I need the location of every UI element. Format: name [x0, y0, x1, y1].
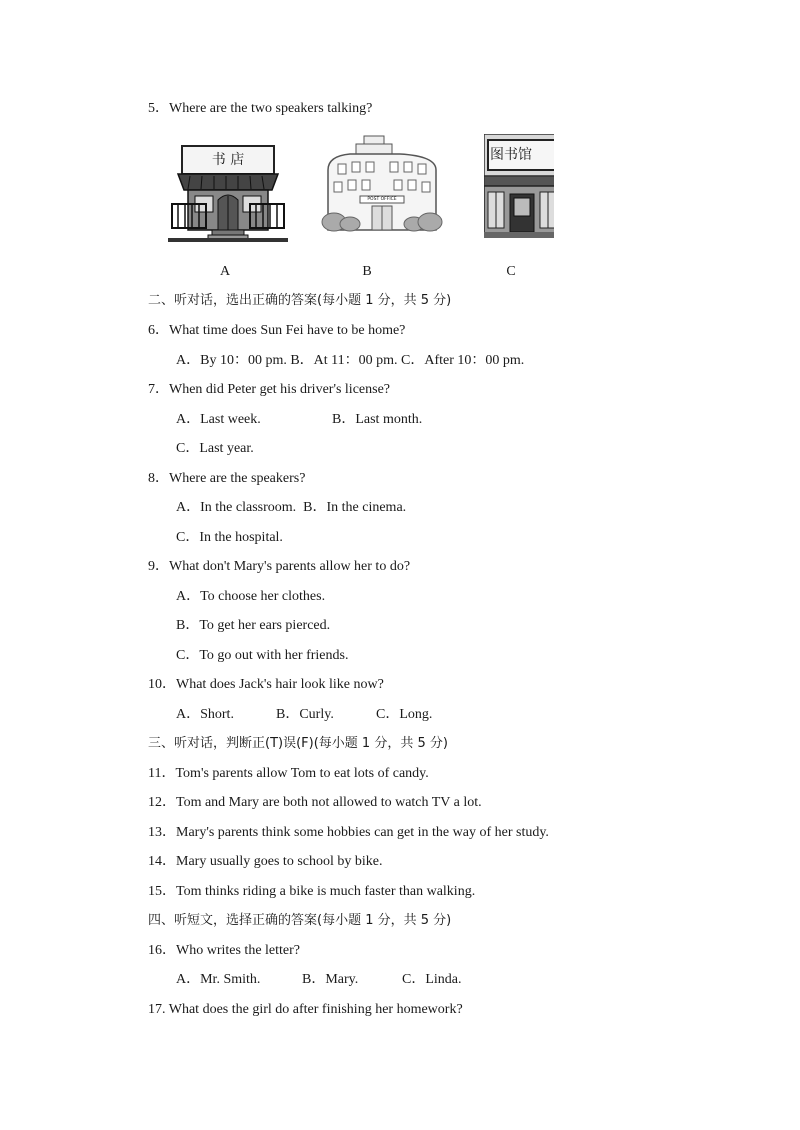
question-7-option-b: B．Last month. — [332, 412, 423, 427]
option-b-label: B — [362, 264, 372, 279]
question-14: 14．Mary usually goes to school by bike. — [148, 854, 383, 869]
section-3-heading: 三、听对话，判断正(T)误(F)(每小题 1 分，共 5 分) — [148, 736, 448, 751]
question-10-option-b: B．Curly. — [276, 707, 334, 722]
question-9-option-b: B．To get her ears pierced. — [176, 618, 331, 633]
bookstore-sign: 书 店 — [211, 152, 245, 168]
option-a-label: A — [219, 264, 231, 279]
question-16: 16．Who writes the letter? — [148, 943, 301, 958]
option-c-label: C — [506, 264, 516, 279]
question-7: 7．When did Peter get his driver's license? — [148, 382, 391, 397]
question-8: 8．Where are the speakers? — [148, 471, 306, 486]
question-10: 10．What does Jack's hair look like now? — [148, 677, 384, 692]
question-7-option-a: A．Last week. — [176, 412, 261, 427]
section-2-heading: 二、听对话，选出正确的答案(每小题 1 分，共 5 分) — [148, 293, 452, 308]
question-9-option-a: A．To choose her clothes. — [176, 589, 326, 604]
question-9: 9．What don't Mary's parents allow her to do? — [148, 559, 411, 574]
question-15: 15．Tom thinks riding a bike is much faster than walking. — [148, 884, 476, 899]
library-sign: 图书馆 — [490, 147, 532, 163]
question-11: 11．Tom's parents allow Tom to eat lots of candy. — [148, 766, 429, 781]
question-17: 17. What does the girl do after finishing her homework? — [148, 1002, 463, 1017]
question-6: 6．What time does Sun Fei have to be home? — [148, 323, 406, 338]
question-5: 5．Where are the two speakers talking? — [148, 101, 373, 116]
question-16-option-a: A．Mr. Smith. — [176, 972, 261, 987]
bookstore-picture — [168, 138, 288, 249]
post-office-sign: POST OFFICE — [367, 197, 397, 202]
post-office-building-icon — [320, 134, 444, 234]
question-12: 12．Tom and Mary are both not allowed to watch TV a lot. — [148, 795, 482, 810]
question-9-option-c: C．To go out with her friends. — [176, 648, 349, 663]
question-10-option-c: C．Long. — [376, 707, 433, 722]
question-8-option-c: C．In the hospital. — [176, 530, 283, 545]
question-10-option-a: A．Short. — [176, 707, 234, 722]
section-4-heading: 四、听短文，选择正确的答案(每小题 1 分，共 5 分) — [148, 913, 452, 928]
question-8-options-ab: A．In the classroom. B．In the cinema. — [176, 500, 407, 515]
library-picture — [484, 134, 554, 238]
question-16-option-b: B．Mary. — [302, 972, 359, 987]
post-office-picture — [320, 134, 444, 239]
question-7-option-c: C．Last year. — [176, 441, 254, 456]
question-16-option-c: C．Linda. — [402, 972, 462, 987]
question-6-options: A．By 10：00 pm. B．At 11：00 pm. C．After 10：00 pm. — [176, 353, 525, 368]
question-13: 13．Mary's parents think some hobbies can get in the way of her study. — [148, 825, 549, 840]
